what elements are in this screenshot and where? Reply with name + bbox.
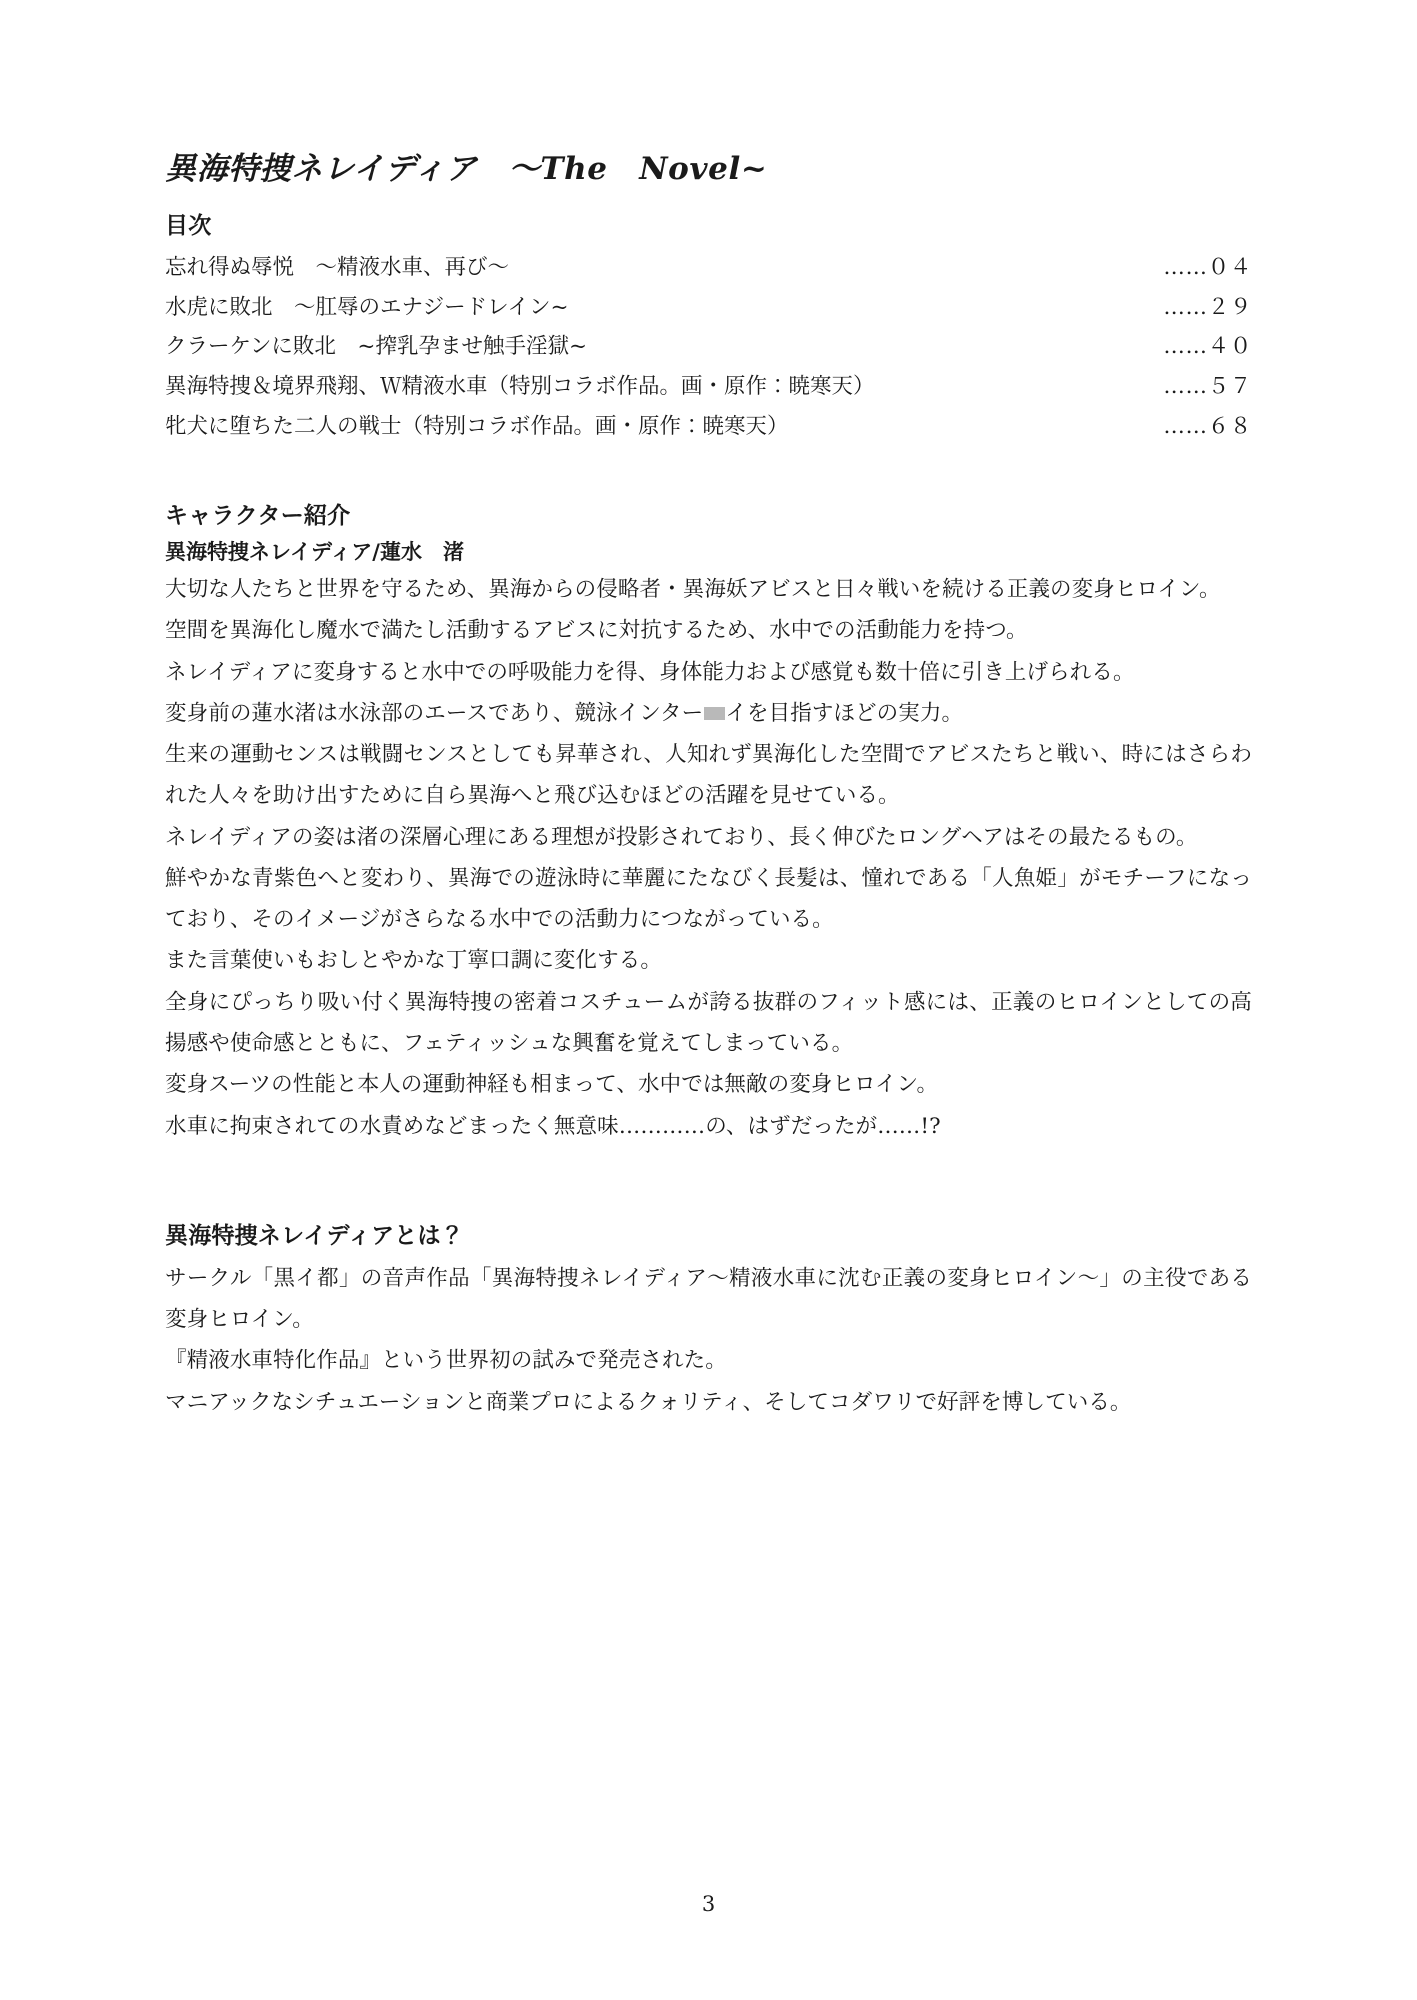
toc-entry-page: ……５７ bbox=[1163, 374, 1252, 400]
toc-entry[interactable] bbox=[165, 248, 1252, 288]
character-paragraph-2-text-before: 変身前の蓮水渚は水泳部のエースであり、競泳インター bbox=[165, 700, 704, 726]
toc-entry-label: 牝犬に堕ちた二人の戦士（特別コラボ作品。画・原作：暁寒天） bbox=[165, 413, 789, 439]
toc-entry-label: クラーケンに敗北 ~搾乳孕ませ触手淫獄~ bbox=[165, 334, 587, 360]
toc-entry-page: ……２９ bbox=[1163, 294, 1252, 320]
redaction-bar bbox=[704, 707, 724, 720]
toc-entry-page: ……０４ bbox=[1163, 254, 1252, 280]
character-section-heading: キャラクター紹介 bbox=[165, 502, 351, 529]
toc-heading: 目次 bbox=[165, 212, 212, 239]
character-paragraph-3: ネレイディアの姿は渚の深層心理にある理想が投影されており、長く伸びたロングヘアはその最たるもの。 鮮やかな青紫色へと変わり、異海での遊泳時に華麗にたなびく長髪は、憧れである「人魚姫」がモチーフになっており、そのイメージがさらなる水中での活動力につながっている。 また言葉使いもおしとやかな丁寧口調に変化する。 bbox=[165, 824, 1252, 974]
character-paragraph-2-text-after: イを目指すほどの実力。 生来の運動センスは戦闘センスとしても昇華され、人知れず異海化した空間でアビスたちと戦い、時にはさらわれた人々を助け出すために自ら異海へと飛び込むほどの活躍を見せている。 bbox=[165, 700, 1252, 809]
toc-entry[interactable] bbox=[165, 407, 1252, 447]
toc-entry[interactable] bbox=[165, 367, 1252, 407]
toc-entry[interactable] bbox=[165, 327, 1252, 367]
page-title: 異海特捜ネレイディア ～The Novel~ bbox=[165, 151, 768, 187]
character-paragraph-1: 大切な人たちと世界を守るため、異海からの侵略者・異海妖アビスと日々戦いを続ける正義の変身ヒロイン。 空間を異海化し魔水で満たし活動するアビスに対抗するため、水中での活動能力を持つ。 ネレイディアに変身すると水中での呼吸能力を得、身体能力および感覚も数十倍に引き上げられる。 bbox=[165, 577, 1221, 685]
toc-entry-label: 忘れ得ぬ辱悦 ～精液水車、再び～ bbox=[165, 254, 510, 280]
toc-entry-page: ……４０ bbox=[1163, 334, 1252, 360]
about-section-heading: 異海特捜ネレイディアとは？ bbox=[165, 1222, 464, 1249]
toc-entry-page: ……６８ bbox=[1163, 413, 1252, 439]
toc-entry[interactable] bbox=[165, 288, 1252, 328]
about-paragraph-1: サークル「黒イ都」の音声作品「異海特捜ネレイディア～精液水車に沈む正義の変身ヒロイン～」の主役である変身ヒロイン。 『精液水車特化作品』という世界初の試みで発売された。 マニアックなシチュエーションと商業プロによるクォリティ、そしてコダワリで好評を博している。 bbox=[165, 1265, 1252, 1415]
toc-entry-label: 水虎に敗北 ～肛辱のエナジードレイン~ bbox=[165, 294, 569, 320]
character-paragraph-5: 変身スーツの性能と本人の運動神経も相まって、水中では無敵の変身ヒロイン。 水車に拘束されての水責めなどまったく無意味…………の、はずだったが……!? bbox=[165, 1072, 941, 1139]
character-paragraph-4: 全身にぴっちり吸い付く異海特捜の密着コスチュームが誇る抜群のフィット感には、正義のヒロインとしての高揚感や使命感とともに、フェティッシュな興奮を覚えてしまっている。 bbox=[165, 989, 1252, 1056]
toc-entry-label: 異海特捜＆境界飛翔、Ｗ精液水車（特別コラボ作品。画・原作：暁寒天） bbox=[165, 374, 875, 400]
table-of-contents bbox=[165, 248, 1252, 447]
footer-page-number: 3 bbox=[701, 1892, 716, 1916]
character-name-heading: 異海特捜ネレイディア/蓮水 渚 bbox=[165, 539, 464, 564]
character-paragraph-2 bbox=[165, 693, 1252, 817]
